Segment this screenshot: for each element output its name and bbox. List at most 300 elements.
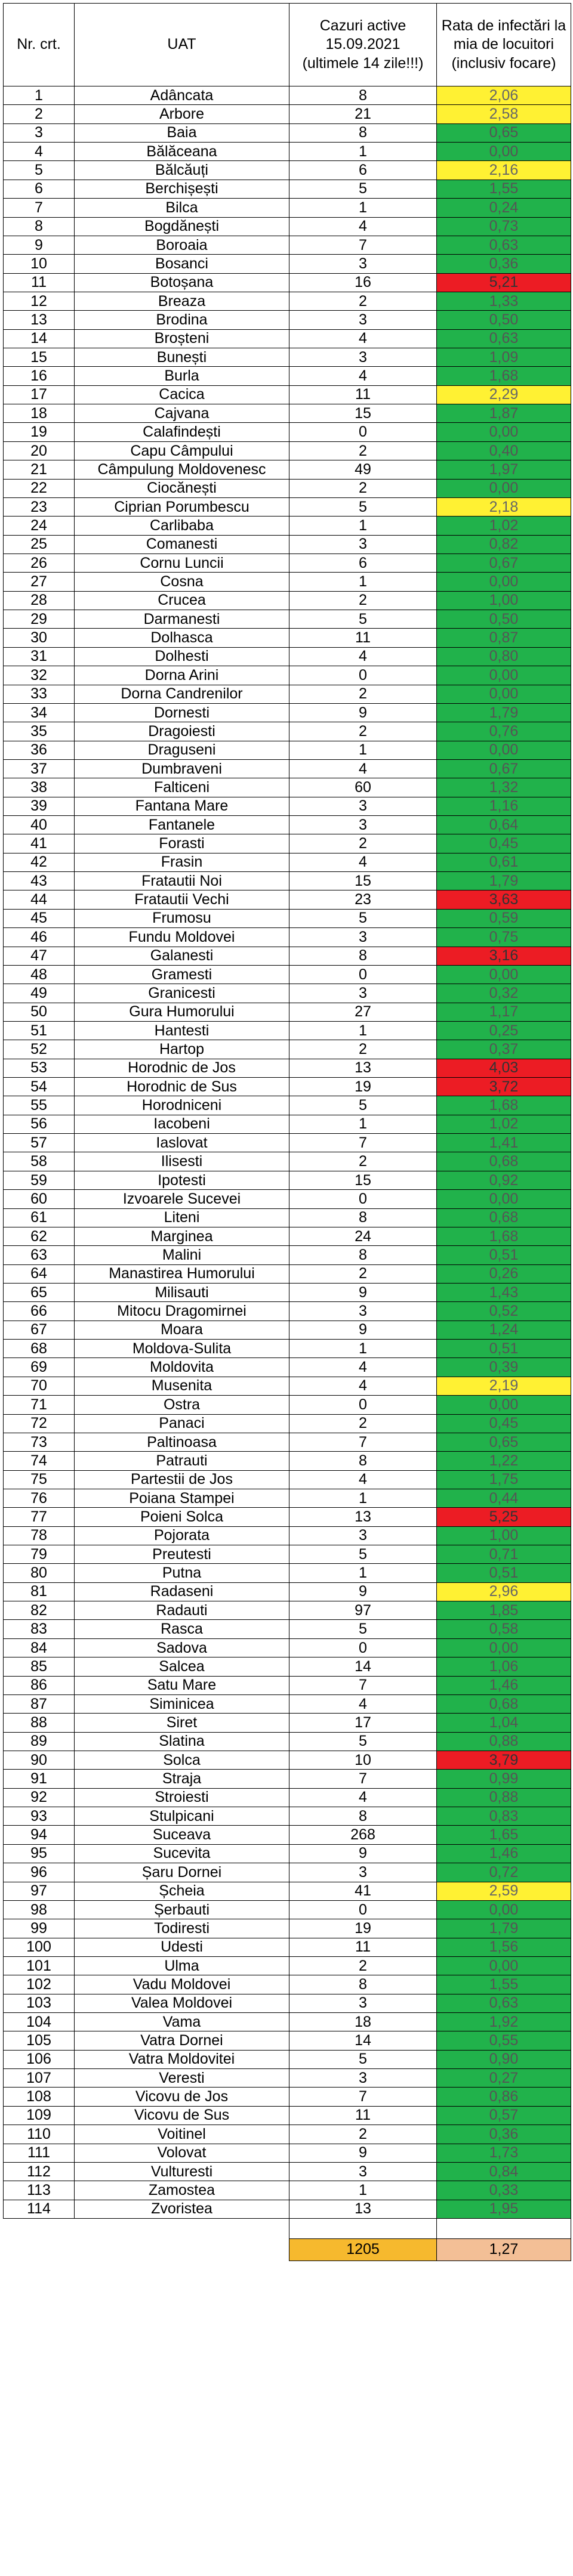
cell-uat: Vatra Moldovitei xyxy=(75,2050,289,2068)
cell-active-cases: 23 xyxy=(289,890,437,909)
cell-nr: 7 xyxy=(4,199,75,217)
table-row xyxy=(4,1620,571,1638)
table-row xyxy=(4,1171,571,1189)
cell-uat: Calafindești xyxy=(75,423,289,441)
table-row xyxy=(4,1657,571,1676)
total-rate-cell: 1,27 xyxy=(437,2238,571,2260)
cell-infection-rate: 0,32 xyxy=(437,984,571,1003)
table-row xyxy=(4,890,571,909)
cell-infection-rate: 0,00 xyxy=(437,1900,571,1919)
cell-active-cases: 5 xyxy=(289,497,437,516)
cell-infection-rate: 0,71 xyxy=(437,1545,571,1564)
cell-uat: Dornesti xyxy=(75,703,289,722)
cell-nr: 34 xyxy=(4,703,75,722)
cell-active-cases: 41 xyxy=(289,1882,437,1900)
cell-infection-rate: 0,84 xyxy=(437,2162,571,2181)
cell-active-cases: 5 xyxy=(289,909,437,927)
cell-active-cases: 13 xyxy=(289,1508,437,1526)
cell-infection-rate: 1,95 xyxy=(437,2200,571,2218)
table-row xyxy=(4,703,571,722)
table-row xyxy=(4,2088,571,2106)
cell-infection-rate: 1,68 xyxy=(437,1227,571,1245)
cell-nr: 52 xyxy=(4,1040,75,1059)
table-row xyxy=(4,273,571,292)
cell-infection-rate: 2,16 xyxy=(437,161,571,180)
cell-active-cases: 0 xyxy=(289,1900,437,1919)
cell-uat: Breaza xyxy=(75,292,289,310)
cell-infection-rate: 0,55 xyxy=(437,2031,571,2050)
cell-uat: Cacica xyxy=(75,385,289,404)
table-row xyxy=(4,1882,571,1900)
cell-active-cases: 9 xyxy=(289,703,437,722)
cell-active-cases: 0 xyxy=(289,1190,437,1208)
cell-nr: 24 xyxy=(4,517,75,535)
table-row xyxy=(4,759,571,778)
cell-infection-rate: 1,75 xyxy=(437,1470,571,1489)
cell-uat: Malini xyxy=(75,1246,289,1264)
cell-active-cases: 5 xyxy=(289,1620,437,1638)
table-row xyxy=(4,1807,571,1826)
table-row xyxy=(4,2013,571,2031)
cell-active-cases: 0 xyxy=(289,666,437,685)
cell-nr: 113 xyxy=(4,2181,75,2200)
cell-active-cases: 5 xyxy=(289,1096,437,1115)
cell-active-cases: 2 xyxy=(289,479,437,497)
cell-active-cases: 9 xyxy=(289,2144,437,2162)
cell-infection-rate: 0,72 xyxy=(437,1863,571,1882)
cell-uat: Siminicea xyxy=(75,1694,289,1713)
cell-uat: Fantanele xyxy=(75,816,289,834)
table-row xyxy=(4,1059,571,1077)
cell-infection-rate: 0,52 xyxy=(437,1302,571,1321)
table-row xyxy=(4,722,571,741)
cell-active-cases: 19 xyxy=(289,1919,437,1938)
cell-uat: Patrauti xyxy=(75,1452,289,1470)
table-row xyxy=(4,105,571,123)
header-row xyxy=(4,4,571,86)
table-row xyxy=(4,1358,571,1377)
cell-uat: Poiana Stampei xyxy=(75,1489,289,1507)
cell-active-cases: 21 xyxy=(289,105,437,123)
table-row xyxy=(4,1377,571,1395)
cell-infection-rate: 0,68 xyxy=(437,1694,571,1713)
cell-infection-rate: 0,64 xyxy=(437,816,571,834)
cell-infection-rate: 0,51 xyxy=(437,1564,571,1582)
cell-uat: Falticeni xyxy=(75,778,289,797)
cell-infection-rate: 1,79 xyxy=(437,703,571,722)
cell-active-cases: 8 xyxy=(289,86,437,105)
cell-infection-rate: 0,37 xyxy=(437,1040,571,1059)
header-cases-line1: Cazuri active xyxy=(319,17,406,35)
cell-active-cases: 3 xyxy=(289,348,437,367)
table-row xyxy=(4,367,571,385)
cell-uat: Zvoristea xyxy=(75,2200,289,2218)
cell-nr: 5 xyxy=(4,161,75,180)
cell-nr: 50 xyxy=(4,1003,75,1021)
totals-row xyxy=(4,2238,571,2260)
cell-uat: Forasti xyxy=(75,834,289,853)
cell-active-cases: 2 xyxy=(289,441,437,460)
cell-uat: Moara xyxy=(75,1321,289,1339)
cell-active-cases: 4 xyxy=(289,1694,437,1713)
cell-nr: 104 xyxy=(4,2013,75,2031)
cell-nr: 91 xyxy=(4,1770,75,1788)
cell-active-cases: 8 xyxy=(289,1208,437,1227)
cell-uat: Preutesti xyxy=(75,1545,289,1564)
cell-uat: Frasin xyxy=(75,853,289,871)
cell-infection-rate: 0,88 xyxy=(437,1788,571,1807)
header-rate-line3: (inclusiv focare) xyxy=(451,54,556,72)
table-row xyxy=(4,497,571,516)
cell-uat: Hartop xyxy=(75,1040,289,1059)
cell-infection-rate: 2,18 xyxy=(437,497,571,516)
cell-uat: Paltinoasa xyxy=(75,1433,289,1451)
cell-uat: Darmanesti xyxy=(75,610,289,629)
cell-nr: 82 xyxy=(4,1601,75,1620)
cell-active-cases: 4 xyxy=(289,647,437,666)
cell-active-cases: 2 xyxy=(289,1040,437,1059)
spacer-row xyxy=(4,2218,571,2238)
table-row xyxy=(4,909,571,927)
cell-infection-rate: 0,00 xyxy=(437,741,571,759)
table-row xyxy=(4,2031,571,2050)
cell-uat: Ipotesti xyxy=(75,1171,289,1189)
cell-nr: 87 xyxy=(4,1694,75,1713)
cell-uat: Zamostea xyxy=(75,2181,289,2200)
cell-infection-rate: 0,25 xyxy=(437,1021,571,1040)
cell-active-cases: 27 xyxy=(289,1003,437,1021)
cell-uat: Capu Câmpului xyxy=(75,441,289,460)
cell-active-cases: 3 xyxy=(289,1526,437,1545)
cell-active-cases: 8 xyxy=(289,1452,437,1470)
cell-uat: Gura Humorului xyxy=(75,1003,289,1021)
table-row xyxy=(4,872,571,890)
table-row xyxy=(4,553,571,572)
cell-uat: Arbore xyxy=(75,105,289,123)
table-row xyxy=(4,1994,571,2012)
table-row xyxy=(4,1321,571,1339)
table-row xyxy=(4,1564,571,1582)
cell-nr: 57 xyxy=(4,1134,75,1152)
cell-active-cases: 3 xyxy=(289,535,437,553)
cell-active-cases: 24 xyxy=(289,1227,437,1245)
table-row xyxy=(4,591,571,610)
cell-active-cases: 5 xyxy=(289,1545,437,1564)
table-row xyxy=(4,1770,571,1788)
table-row xyxy=(4,1844,571,1863)
cell-nr: 16 xyxy=(4,367,75,385)
cell-active-cases: 4 xyxy=(289,329,437,348)
cell-active-cases: 2 xyxy=(289,1152,437,1171)
cell-infection-rate: 0,63 xyxy=(437,1994,571,2012)
cell-active-cases: 4 xyxy=(289,217,437,236)
cell-uat: Gramesti xyxy=(75,965,289,984)
cell-nr: 95 xyxy=(4,1844,75,1863)
table-row xyxy=(4,236,571,254)
cell-active-cases: 8 xyxy=(289,1807,437,1826)
cell-nr: 51 xyxy=(4,1021,75,1040)
cell-infection-rate: 0,75 xyxy=(437,928,571,947)
cell-infection-rate: 0,80 xyxy=(437,647,571,666)
table-row xyxy=(4,1340,571,1358)
cell-uat: Draguseni xyxy=(75,741,289,759)
cell-infection-rate: 1,24 xyxy=(437,1321,571,1339)
cell-active-cases: 3 xyxy=(289,2162,437,2181)
cell-active-cases: 11 xyxy=(289,629,437,647)
cell-active-cases: 5 xyxy=(289,610,437,629)
cell-uat: Bălăceana xyxy=(75,143,289,161)
cell-active-cases: 2 xyxy=(289,292,437,310)
cell-active-cases: 5 xyxy=(289,180,437,198)
cell-active-cases: 0 xyxy=(289,1396,437,1414)
cell-active-cases: 1 xyxy=(289,741,437,759)
cell-uat: Cornu Luncii xyxy=(75,553,289,572)
table-row xyxy=(4,1302,571,1321)
table-row xyxy=(4,535,571,553)
table-row xyxy=(4,1115,571,1133)
cell-uat: Todiresti xyxy=(75,1919,289,1938)
cell-infection-rate: 0,65 xyxy=(437,1433,571,1451)
table-row xyxy=(4,853,571,871)
cell-active-cases: 7 xyxy=(289,1134,437,1152)
cell-infection-rate: 0,27 xyxy=(437,2069,571,2088)
table-row xyxy=(4,199,571,217)
cell-uat: Slatina xyxy=(75,1732,289,1751)
cell-nr: 3 xyxy=(4,123,75,142)
cell-nr: 22 xyxy=(4,479,75,497)
table-row xyxy=(4,2144,571,2162)
cell-active-cases: 9 xyxy=(289,1321,437,1339)
cell-active-cases: 15 xyxy=(289,404,437,423)
cell-uat: Vicovu de Sus xyxy=(75,2106,289,2124)
cell-active-cases: 1 xyxy=(289,1115,437,1133)
cell-uat: Marginea xyxy=(75,1227,289,1245)
table-row xyxy=(4,517,571,535)
table-row xyxy=(4,217,571,236)
table-row xyxy=(4,1975,571,1994)
cell-active-cases: 268 xyxy=(289,1826,437,1844)
cell-nr: 74 xyxy=(4,1452,75,1470)
cell-active-cases: 8 xyxy=(289,947,437,965)
cell-uat: Bălcăuți xyxy=(75,161,289,180)
table-row xyxy=(4,460,571,479)
cell-uat: Șaru Dornei xyxy=(75,1863,289,1882)
cell-nr: 14 xyxy=(4,329,75,348)
table-row xyxy=(4,1676,571,1694)
cell-active-cases: 4 xyxy=(289,1358,437,1377)
cell-infection-rate: 2,59 xyxy=(437,1882,571,1900)
cell-infection-rate: 0,76 xyxy=(437,722,571,741)
cell-nr: 49 xyxy=(4,984,75,1003)
cell-infection-rate: 0,67 xyxy=(437,553,571,572)
header-nr-crt: Nr. crt. xyxy=(4,4,75,86)
cell-infection-rate: 1,68 xyxy=(437,1096,571,1115)
cell-uat: Iaslovat xyxy=(75,1134,289,1152)
table-row xyxy=(4,1545,571,1564)
cell-nr: 11 xyxy=(4,273,75,292)
cell-nr: 99 xyxy=(4,1919,75,1938)
header-active-cases xyxy=(289,4,437,86)
table-row xyxy=(4,1938,571,1956)
cell-uat: Rasca xyxy=(75,1620,289,1638)
cell-active-cases: 3 xyxy=(289,928,437,947)
cell-active-cases: 6 xyxy=(289,161,437,180)
table-row xyxy=(4,1208,571,1227)
cell-nr: 9 xyxy=(4,236,75,254)
cell-infection-rate: 2,19 xyxy=(437,1377,571,1395)
cell-uat: Horodnic de Sus xyxy=(75,1078,289,1096)
cell-uat: Suceava xyxy=(75,1826,289,1844)
cell-nr: 85 xyxy=(4,1657,75,1676)
table-row xyxy=(4,834,571,853)
cell-nr: 84 xyxy=(4,1638,75,1657)
cell-infection-rate: 1,04 xyxy=(437,1714,571,1732)
cell-active-cases: 3 xyxy=(289,1302,437,1321)
cell-infection-rate: 1,79 xyxy=(437,1919,571,1938)
cell-infection-rate: 0,44 xyxy=(437,1489,571,1507)
cell-uat: Horodnic de Jos xyxy=(75,1059,289,1077)
table-row xyxy=(4,1956,571,1975)
cell-nr: 54 xyxy=(4,1078,75,1096)
table-row xyxy=(4,1526,571,1545)
cell-uat: Manastirea Humorului xyxy=(75,1264,289,1283)
cell-nr: 8 xyxy=(4,217,75,236)
cell-infection-rate: 0,68 xyxy=(437,1208,571,1227)
cell-uat: Partestii de Jos xyxy=(75,1470,289,1489)
table-row xyxy=(4,1900,571,1919)
table-row xyxy=(4,255,571,273)
cell-uat: Stulpicani xyxy=(75,1807,289,1826)
cell-nr: 59 xyxy=(4,1171,75,1189)
table-row xyxy=(4,741,571,759)
table-row xyxy=(4,1638,571,1657)
cell-nr: 114 xyxy=(4,2200,75,2218)
cell-nr: 33 xyxy=(4,685,75,703)
table-row xyxy=(4,1433,571,1451)
cell-uat: Vulturesti xyxy=(75,2162,289,2181)
cell-active-cases: 15 xyxy=(289,1171,437,1189)
cell-infection-rate: 3,16 xyxy=(437,947,571,965)
cell-uat: Veresti xyxy=(75,2069,289,2088)
table-row xyxy=(4,292,571,310)
table-row xyxy=(4,1470,571,1489)
table-row xyxy=(4,947,571,965)
cell-infection-rate: 0,39 xyxy=(437,1358,571,1377)
cell-active-cases: 13 xyxy=(289,1059,437,1077)
cell-uat: Siret xyxy=(75,1714,289,1732)
cell-active-cases: 3 xyxy=(289,1994,437,2012)
cell-uat: Șerbauti xyxy=(75,1900,289,1919)
cell-nr: 64 xyxy=(4,1264,75,1283)
cell-active-cases: 2 xyxy=(289,834,437,853)
table-row xyxy=(4,965,571,984)
table-row xyxy=(4,1246,571,1264)
cell-uat: Vama xyxy=(75,2013,289,2031)
cell-infection-rate: 0,00 xyxy=(437,965,571,984)
cell-nr: 111 xyxy=(4,2144,75,2162)
cell-infection-rate: 1,97 xyxy=(437,460,571,479)
cell-infection-rate: 2,96 xyxy=(437,1582,571,1601)
spacer-cell xyxy=(437,2218,571,2238)
cell-nr: 108 xyxy=(4,2088,75,2106)
cell-uat: Bosanci xyxy=(75,255,289,273)
spacer-cell xyxy=(289,2218,437,2238)
cell-uat: Iacobeni xyxy=(75,1115,289,1133)
cell-active-cases: 4 xyxy=(289,853,437,871)
cell-active-cases: 8 xyxy=(289,1246,437,1264)
table-row xyxy=(4,2106,571,2124)
cell-nr: 89 xyxy=(4,1732,75,1751)
cell-nr: 79 xyxy=(4,1545,75,1564)
cell-nr: 83 xyxy=(4,1620,75,1638)
cell-nr: 102 xyxy=(4,1975,75,1994)
cell-infection-rate: 0,61 xyxy=(437,853,571,871)
cell-uat: Solca xyxy=(75,1751,289,1769)
cell-infection-rate: 3,79 xyxy=(437,1751,571,1769)
cell-nr: 26 xyxy=(4,553,75,572)
cell-active-cases: 16 xyxy=(289,273,437,292)
cell-uat: Valea Moldovei xyxy=(75,1994,289,2012)
table-row xyxy=(4,1714,571,1732)
cell-active-cases: 10 xyxy=(289,1751,437,1769)
cell-nr: 21 xyxy=(4,460,75,479)
cell-uat: Berchișești xyxy=(75,180,289,198)
table-row xyxy=(4,180,571,198)
table-row xyxy=(4,2162,571,2181)
cell-nr: 4 xyxy=(4,143,75,161)
cell-active-cases: 1 xyxy=(289,1340,437,1358)
table-row xyxy=(4,348,571,367)
cell-uat: Sadova xyxy=(75,1638,289,1657)
cell-uat: Dolhesti xyxy=(75,647,289,666)
cell-nr: 61 xyxy=(4,1208,75,1227)
cell-nr: 12 xyxy=(4,292,75,310)
cell-uat: Ilisesti xyxy=(75,1152,289,1171)
table-row xyxy=(4,1601,571,1620)
cell-nr: 30 xyxy=(4,629,75,647)
cell-nr: 63 xyxy=(4,1246,75,1264)
cell-infection-rate: 0,68 xyxy=(437,1152,571,1171)
cell-nr: 39 xyxy=(4,797,75,815)
cell-infection-rate: 1,00 xyxy=(437,591,571,610)
cell-infection-rate: 1,17 xyxy=(437,1003,571,1021)
cell-infection-rate: 2,29 xyxy=(437,385,571,404)
cell-nr: 100 xyxy=(4,1938,75,1956)
cell-infection-rate: 1,16 xyxy=(437,797,571,815)
cell-nr: 35 xyxy=(4,722,75,741)
cell-active-cases: 4 xyxy=(289,1470,437,1489)
cell-active-cases: 11 xyxy=(289,385,437,404)
cell-infection-rate: 1,06 xyxy=(437,1657,571,1676)
cell-infection-rate: 1,41 xyxy=(437,1134,571,1152)
cell-infection-rate: 0,00 xyxy=(437,1956,571,1975)
table-row xyxy=(4,1396,571,1414)
cell-uat: Frumosu xyxy=(75,909,289,927)
cell-infection-rate: 1,79 xyxy=(437,872,571,890)
cell-active-cases: 3 xyxy=(289,255,437,273)
cell-uat: Crucea xyxy=(75,591,289,610)
cell-nr: 46 xyxy=(4,928,75,947)
table-row xyxy=(4,2125,571,2144)
cell-nr: 15 xyxy=(4,348,75,367)
cell-uat: Ostra xyxy=(75,1396,289,1414)
cell-nr: 65 xyxy=(4,1284,75,1302)
cell-nr: 69 xyxy=(4,1358,75,1377)
cell-nr: 40 xyxy=(4,816,75,834)
cell-infection-rate: 0,57 xyxy=(437,2106,571,2124)
cell-active-cases: 4 xyxy=(289,1788,437,1807)
table-row xyxy=(4,2200,571,2218)
